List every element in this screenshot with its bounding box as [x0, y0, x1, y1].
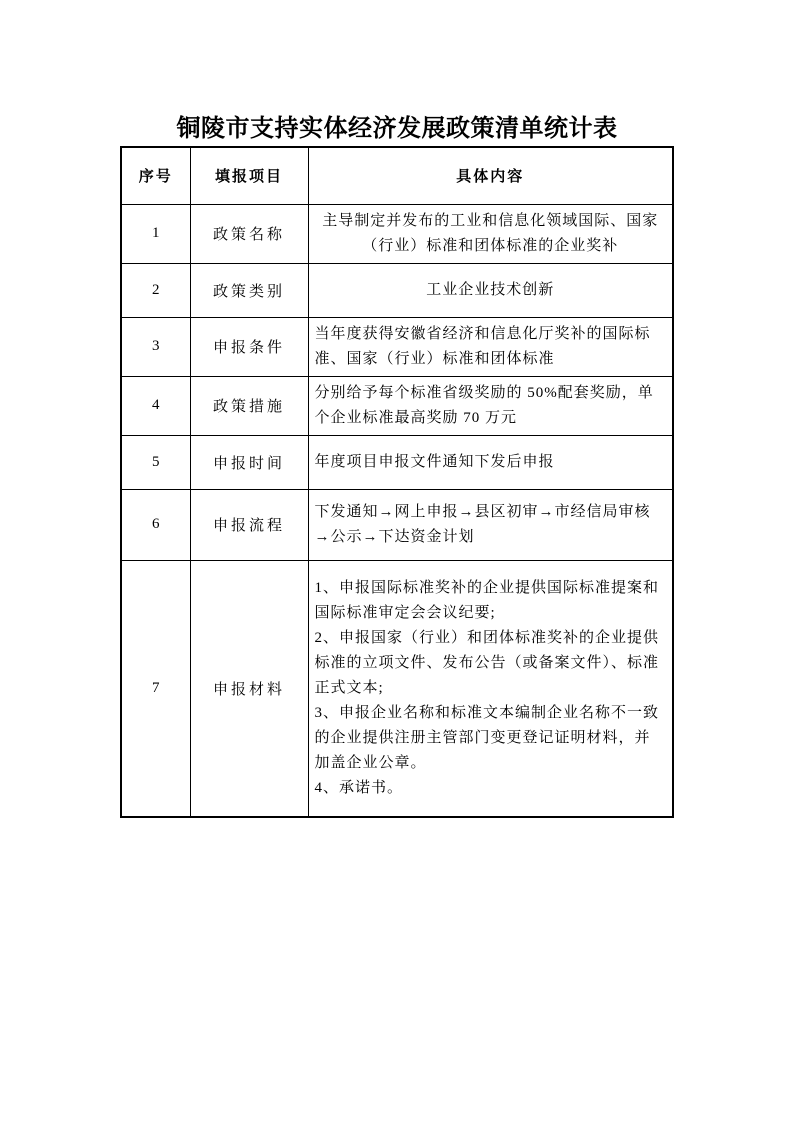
row-1-number: 1: [121, 204, 190, 263]
row-1-item-label: 政策名称: [190, 204, 308, 263]
content-line: 下发通知→网上申报→县区初审→市经信局审核→公示→下达资金计划: [314, 503, 651, 545]
table-row: [121, 263, 673, 317]
policy-table: [120, 146, 674, 818]
content-line: 主导制定并发布的工业和信息化领域国际、国家（行业）标准和团体标准的企业奖补: [322, 212, 659, 254]
row-6-item-label: 申报流程: [190, 489, 308, 560]
content-line: 分别给予每个标准省级奖励的 50%配套奖励，单个企业标准最高奖励 70 万元: [314, 384, 654, 426]
row-3-number: 3: [121, 317, 190, 376]
content-line: 3、申报企业名称和标准文本编制企业名称不一致的企业提供注册主管部门变更登记证明材料，并加盖企业公章。: [314, 704, 660, 771]
row-4-number: 4: [121, 376, 190, 435]
row-5-number: 5: [121, 435, 190, 489]
row-6-content: [308, 489, 673, 560]
table-row: [121, 376, 673, 435]
row-5-item-label: 申报时间: [190, 435, 308, 489]
row-2-item-label: 政策类别: [190, 263, 308, 317]
row-7-number: 7: [121, 560, 190, 817]
table-row: [121, 560, 673, 817]
row-2-content: [308, 263, 673, 317]
column-header-no: 序号: [121, 147, 190, 204]
content-line: 年度项目申报文件通知下发后申报: [314, 453, 555, 470]
content-line: 2、申报国家（行业）和团体标准奖补的企业提供标准的立项文件、发布公告（或备案文件）、标准正式文本;: [314, 629, 660, 696]
row-6-number: 6: [121, 489, 190, 560]
content-line: 工业企业技术创新: [426, 281, 555, 298]
content-line: 4、承诺书。: [314, 779, 404, 796]
table-row: [121, 204, 673, 263]
column-header-content: 具体内容: [308, 147, 673, 204]
content-line: 1、申报国际标准奖补的企业提供国际标准提案和国际标准审定会会议纪要;: [314, 579, 660, 621]
table-row: [121, 489, 673, 560]
row-1-content: [308, 204, 673, 263]
row-3-item-label: 申报条件: [190, 317, 308, 376]
row-7-content: [308, 560, 673, 817]
table-row: [121, 317, 673, 376]
document-title: 铜陵市支持实体经济发展政策清单统计表: [176, 116, 618, 142]
row-5-content: [308, 435, 673, 489]
column-header-item: 填报项目: [190, 147, 308, 204]
row-4-content: [308, 376, 673, 435]
row-4-item-label: 政策措施: [190, 376, 308, 435]
content-line: 当年度获得安徽省经济和信息化厅奖补的国际标准、国家（行业）标准和团体标准: [314, 325, 651, 367]
table-row: [121, 435, 673, 489]
row-7-item-label: 申报材料: [190, 560, 308, 817]
row-3-content: [308, 317, 673, 376]
row-2-number: 2: [121, 263, 190, 317]
table-header-row: [121, 147, 673, 204]
